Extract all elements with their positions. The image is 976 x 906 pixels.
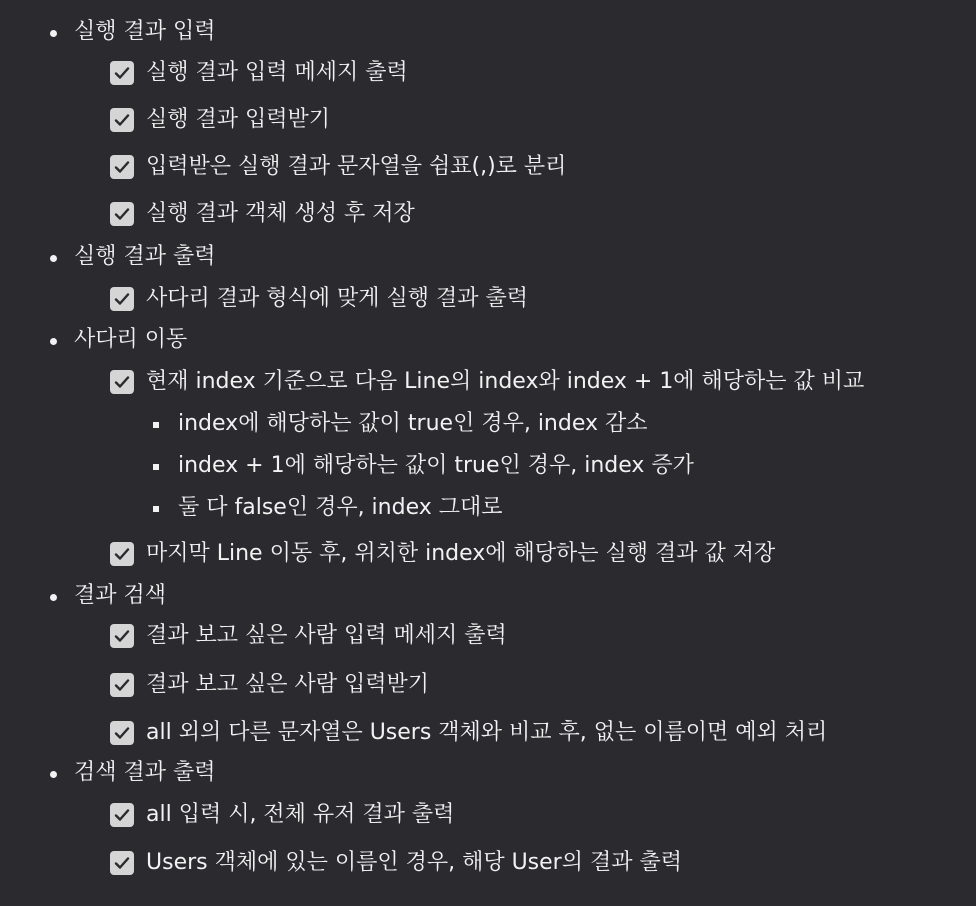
checkbox-checked-icon[interactable]	[110, 542, 134, 566]
section-title: 실행 결과 입력	[74, 19, 216, 44]
task-label: 마지막 Line 이동 후, 위치한 index에 해당하는 실행 결과 값 저장	[146, 541, 776, 566]
task-item	[110, 284, 528, 314]
bullet-icon	[50, 338, 57, 345]
task-label: 결과 보고 싶은 사람 입력 메세지 출력	[146, 623, 507, 648]
task-label: 결과 보고 싶은 사람 입력받기	[146, 672, 429, 697]
task-item	[110, 199, 415, 229]
task-label: Users 객체에 있는 이름인 경우, 해당 User의 결과 출력	[146, 850, 682, 875]
bullet-icon	[50, 255, 57, 262]
task-label: all 입력 시, 전체 유저 결과 출력	[146, 802, 455, 827]
section-title: 실행 결과 출력	[74, 244, 216, 269]
list-item	[50, 325, 187, 355]
section-title: 검색 결과 출력	[74, 760, 216, 785]
sub-item-label: index + 1에 해당하는 값이 true인 경우, index 증가	[178, 453, 694, 478]
task-label: 사다리 결과 형식에 맞게 실행 결과 출력	[146, 286, 528, 311]
task-item	[110, 718, 827, 748]
checkbox-checked-icon[interactable]	[110, 287, 134, 311]
checkbox-checked-icon[interactable]	[110, 202, 134, 226]
checkbox-checked-icon[interactable]	[110, 370, 134, 394]
list-item	[50, 581, 166, 611]
list-item	[50, 17, 216, 47]
task-label: 실행 결과 입력 메세지 출력	[146, 60, 408, 85]
checkbox-checked-icon[interactable]	[110, 803, 134, 827]
task-label: all 외의 다른 문자열은 Users 객체와 비교 후, 없는 이름이면 예외 처리	[146, 720, 828, 745]
task-item	[110, 848, 682, 878]
bullet-icon	[50, 30, 57, 37]
list-item	[50, 242, 216, 272]
checkbox-checked-icon[interactable]	[110, 108, 134, 132]
task-item	[110, 670, 429, 700]
sub-list-item	[153, 493, 503, 523]
section-title: 사다리 이동	[74, 327, 188, 352]
checkbox-checked-icon[interactable]	[110, 61, 134, 85]
section-title: 결과 검색	[74, 583, 167, 608]
task-label: 실행 결과 입력받기	[146, 107, 331, 132]
sub-item-label: index에 해당하는 값이 true인 경우, index 감소	[178, 411, 648, 436]
sub-list-item	[153, 451, 694, 481]
task-label: 입력받은 실행 결과 문자열을 쉼표(,)로 분리	[146, 154, 567, 179]
task-item	[110, 152, 566, 182]
task-item	[110, 367, 864, 397]
checkbox-checked-icon[interactable]	[110, 851, 134, 875]
checkbox-checked-icon[interactable]	[110, 673, 134, 697]
sub-list-item	[153, 409, 648, 439]
checkbox-checked-icon[interactable]	[110, 155, 134, 179]
bullet-icon	[50, 594, 57, 601]
task-label: 실행 결과 객체 생성 후 저장	[146, 201, 415, 226]
checkbox-checked-icon[interactable]	[110, 624, 134, 648]
bullet-icon	[50, 771, 57, 778]
task-item	[110, 800, 454, 830]
task-item	[110, 539, 775, 569]
task-item	[110, 105, 330, 135]
task-item	[110, 621, 507, 651]
task-label: 현재 index 기준으로 다음 Line의 index와 index + 1에 해당하는 값 비교	[146, 369, 865, 394]
square-bullet-icon	[153, 422, 159, 428]
checkbox-checked-icon[interactable]	[110, 721, 134, 745]
sub-item-label: 둘 다 false인 경우, index 그대로	[178, 495, 503, 520]
task-item	[110, 58, 408, 88]
square-bullet-icon	[153, 464, 159, 470]
list-item	[50, 758, 216, 788]
square-bullet-icon	[153, 506, 159, 512]
